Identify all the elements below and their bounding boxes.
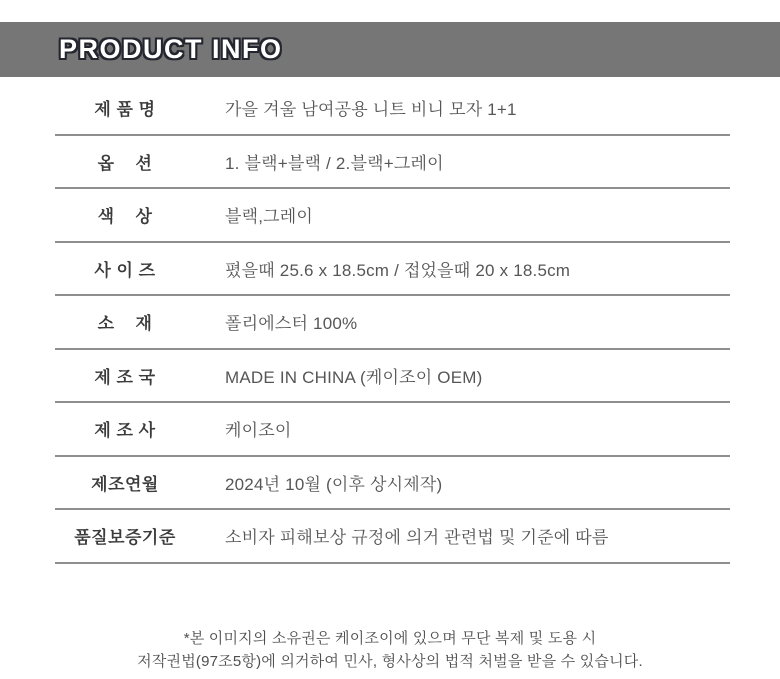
- spec-label: 색 상: [97, 207, 153, 227]
- table-row-material: [55, 296, 730, 350]
- spec-value: 케이조이: [225, 421, 292, 441]
- table-row-size: [55, 243, 730, 297]
- spec-label: 제조연월: [91, 474, 159, 494]
- product-info-header: [0, 22, 780, 77]
- table-row-country: [55, 350, 730, 404]
- spec-value: 가을 겨울 남여공용 니트 비니 모자 1+1: [225, 100, 517, 120]
- spec-value: 1. 블랙+블랙 / 2.블랙+그레이: [225, 153, 444, 173]
- spec-label: 제 조 사: [94, 421, 156, 441]
- spec-value: 소비자 피해보상 규정에 의거 관련법 및 기준에 따름: [225, 528, 609, 548]
- copyright-line-2: 저작권법(97조5항)에 의거하여 민사, 형사상의 법적 처벌을 받을 수 있습니다.: [137, 652, 643, 670]
- spec-value: 블랙,그레이: [225, 207, 314, 227]
- spec-value: 2024년 10월 (이후 상시제작): [225, 474, 443, 494]
- copyright-line-1: *본 이미지의 소유권은 케이조이에 있으며 무단 복제 및 도용 시: [183, 629, 597, 647]
- spec-label: 사 이 즈: [94, 260, 156, 280]
- spec-label: 품질보증기준: [74, 528, 176, 548]
- table-row-product-name: [55, 82, 730, 136]
- spec-label: 제 품 명: [94, 100, 156, 120]
- spec-label: 옵 션: [97, 153, 153, 173]
- table-row-color: [55, 189, 730, 243]
- spec-value: MADE IN CHINA (케이조이 OEM): [225, 367, 483, 387]
- spec-value: 폴리에스터 100%: [225, 314, 358, 334]
- copyright-notice: [0, 627, 780, 673]
- page-title: PRODUCT INFO: [59, 34, 283, 64]
- table-row-warranty: [55, 510, 730, 564]
- spec-label: 제 조 국: [94, 367, 156, 387]
- table-row-manufacturer: [55, 403, 730, 457]
- spec-label: 소 재: [97, 314, 153, 334]
- product-spec-table: [55, 82, 730, 564]
- spec-value: 폈을때 25.6 x 18.5cm / 접었을때 20 x 18.5cm: [225, 260, 571, 280]
- table-row-option: [55, 136, 730, 190]
- table-row-manufacture-date: [55, 457, 730, 511]
